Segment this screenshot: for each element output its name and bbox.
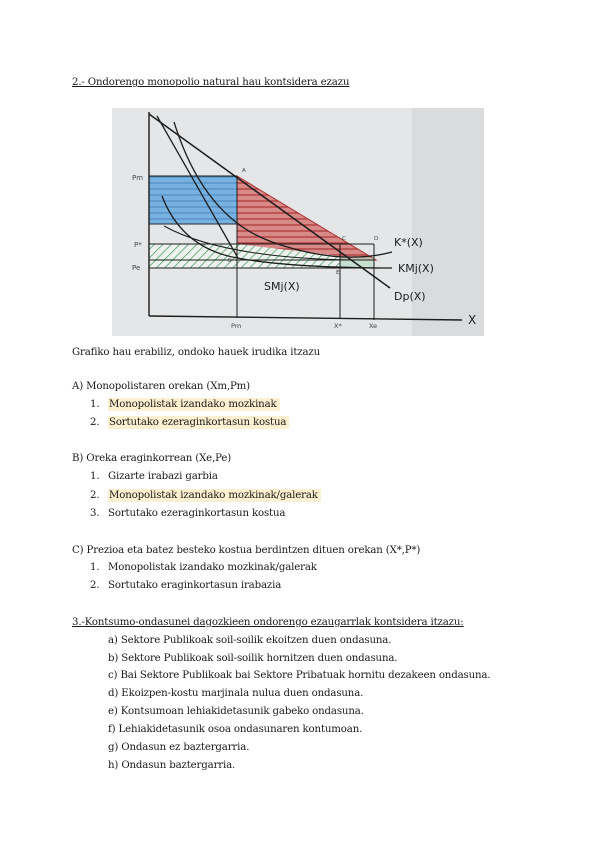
intro-text: Grafiko hau erabiliz, ondoko hauek irudika itzazu — [72, 347, 321, 358]
partB-item-3-num: 3. — [90, 508, 100, 519]
label-xstar: X* — [334, 322, 342, 330]
section3-item-e: e) Kontsumoan lehiakidetasunik gabeko ondasuna. — [108, 706, 364, 717]
partB-item-2-num: 2. — [90, 490, 100, 501]
section3-item-c: c) Bai Sektore Publikoak bai Sektore Pribatuak hornitu dezakeen ondasuna. — [108, 670, 491, 681]
point-b: B — [228, 258, 232, 264]
label-kmj: KMj(X) — [398, 262, 434, 275]
label-xm: Pm — [231, 322, 242, 330]
partC-item-1-num: 1. — [90, 562, 100, 573]
section3-item-h: h) Ondasun baztergarria. — [108, 760, 236, 771]
label-kstar: K*(X) — [394, 236, 423, 249]
partA-item-2-num: 2. — [90, 417, 100, 428]
partA-item-2-text: Sortutako ezeraginkortasun kostua — [108, 416, 289, 429]
partB-item-3-text: Sortutako ezeraginkortasun kostua — [108, 508, 286, 519]
partC-item-1-text: Monopolistak izandako mozkinak/galerak — [108, 562, 317, 573]
partA-heading: A) Monopolistaren orekan (Xm,Pm) — [72, 381, 250, 392]
label-xe: Xe — [369, 322, 378, 330]
partB-item-1-num: 1. — [90, 471, 100, 482]
point-e: E — [336, 270, 340, 276]
monopoly-graph-photo — [112, 108, 484, 336]
monopoly-graph — [112, 108, 484, 336]
section3-item-g: g) Ondasun ez baztergarria. — [108, 742, 250, 753]
label-dp: Dp(X) — [394, 290, 426, 303]
label-x-axis: X — [468, 313, 477, 327]
section3-item-d: d) Ekoizpen-kostu marjinala nulua duen ondasuna. — [108, 688, 364, 699]
partC-item-2-text: Sortutako eraginkortasun irabazia — [108, 580, 282, 591]
label-pstar: P* — [134, 241, 142, 249]
label-smj: SMj(X) — [264, 280, 300, 293]
section3-item-f: f) Lehiakidetasunik osoa ondasunaren kontumoan. — [108, 724, 363, 735]
section3-item-b: b) Sektore Publikoak soil-soilik hornitzen duen ondasuna. — [108, 653, 398, 664]
partB-heading: B) Oreka eraginkorrean (Xe,Pe) — [72, 453, 232, 464]
point-c: C — [342, 236, 346, 242]
partB-item-2-text: Monopolistak izandako mozkinak/galerak — [108, 489, 321, 502]
point-d: D — [374, 236, 379, 242]
point-a: A — [242, 168, 246, 174]
partB-item-1-text: Gizarte irabazi garbia — [108, 471, 218, 482]
section3-item-a: a) Sektore Publikoak soil-soilik ekoitzen duen ondasuna. — [108, 635, 392, 646]
partA-item-1-num: 1. — [90, 399, 100, 410]
profit-area-blue — [149, 176, 237, 224]
section2-title: 2.- Ondorengo monopolio natural hau kontsidera ezazu — [72, 77, 350, 88]
partC-heading: C) Prezioa eta batez besteko kostua berdintzen dituen orekan (X*,P*) — [72, 545, 421, 556]
partA-item-1-text: Monopolistak izandako mozkinak — [108, 398, 280, 411]
section3-title: 3.-Kontsumo-ondasunei dagozkieen ondorengo ezaugarrlak kontsidera itzazu: — [72, 617, 464, 628]
label-pm: Pm — [132, 174, 144, 182]
label-pe: Pe — [132, 264, 141, 272]
partC-item-2-num: 2. — [90, 580, 100, 591]
